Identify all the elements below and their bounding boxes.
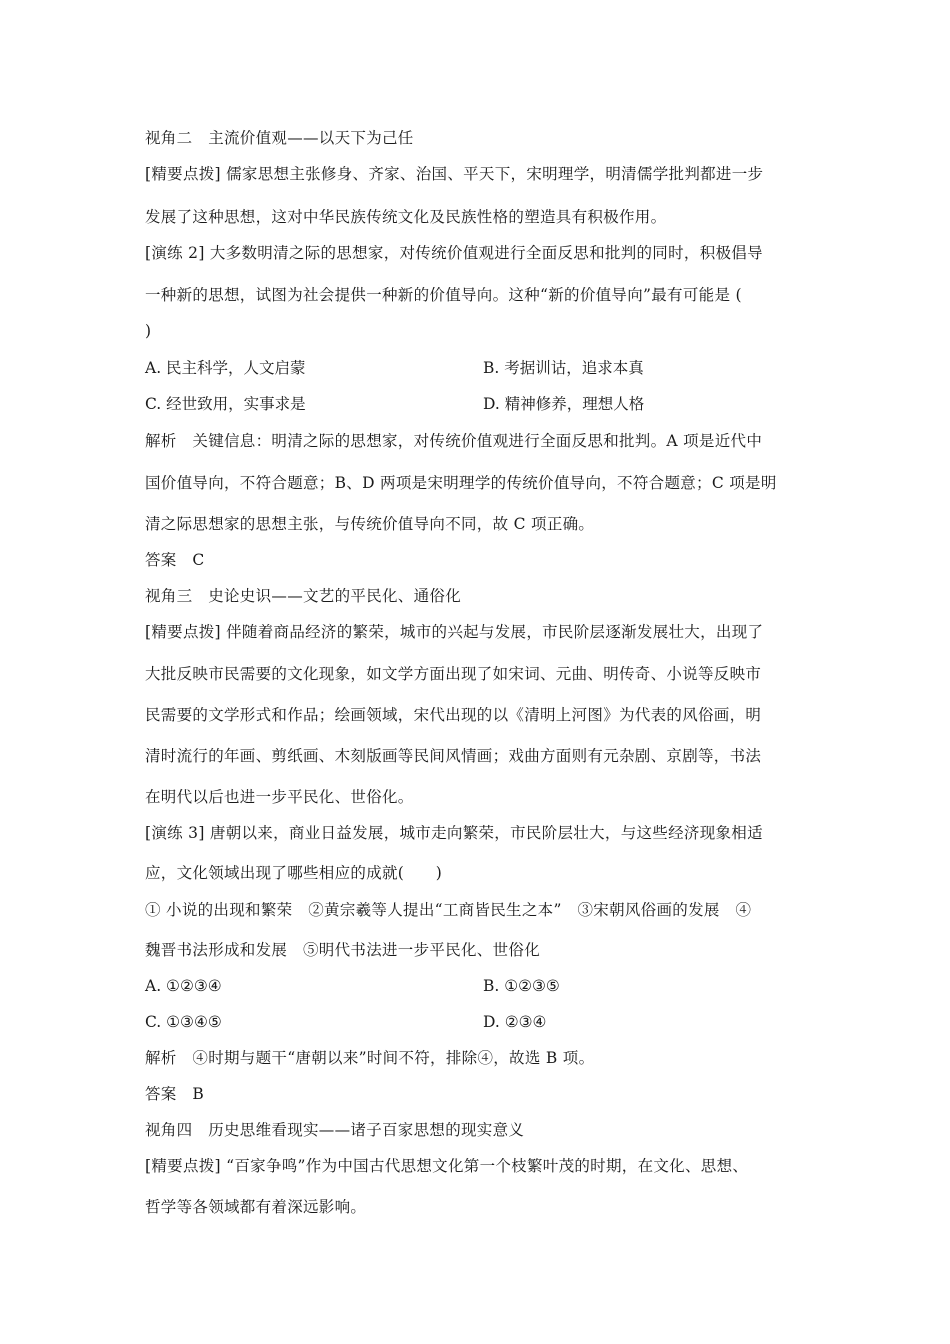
tip-line: 哲学等各领域都有着深远影响。 xyxy=(145,1198,367,1216)
analysis-line: 解析 ④时期与题干“唐朝以来”时间不符，排除④，故选 B 项。 xyxy=(145,1049,595,1067)
option-b: B. ①②③⑤ xyxy=(483,977,560,995)
option-c: C. 经世致用，实事求是 xyxy=(145,395,306,413)
tip-line: 发展了这种思想，这对中华民族传统文化及民族性格的塑造具有积极作用。 xyxy=(145,208,667,226)
analysis-line: 国价值导向，不符合题意；B、D 两项是宋明理学的传统价值导向，不符合题意；C 项是明 xyxy=(145,474,777,492)
tip-line: 大批反映市民需要的文化现象，如文学方面出现了如宋词、元曲、明传奇、小说等反映市 xyxy=(145,665,762,683)
option-c: C. ①③④⑤ xyxy=(145,1013,222,1031)
tip-line: 清时流行的年画、剪纸画、木刻版画等民间风情画；戏曲方面则有元杂剧、京剧等，书法 xyxy=(145,747,762,765)
tip-line: [精要点拨] 伴随着商品经济的繁荣，城市的兴起与发展，市民阶层逐渐发展壮大，出现了 xyxy=(145,623,764,641)
option-a: A. 民主科学，人文启蒙 xyxy=(145,359,306,377)
tip-line: [精要点拨] “百家争鸣”作为中国古代思想文化第一个枝繁叶茂的时期，在文化、思想、 xyxy=(145,1157,749,1175)
option-d: D. ②③④ xyxy=(483,1013,547,1031)
question-line: 一种新的思想，试图为社会提供一种新的价值导向。这种“新的价值导向”最有可能是 ( xyxy=(145,286,742,304)
question-line: [演练 3] 唐朝以来，商业日益发展，城市走向繁荣，市民阶层壮大，与这些经济现象相适 xyxy=(145,824,763,842)
option-d: D. 精神修养，理想人格 xyxy=(483,395,645,413)
question-line: 应，文化领域出现了哪些相应的成就( ) xyxy=(145,864,443,882)
section-title-angle2: 视角二 主流价值观——以天下为己任 xyxy=(145,129,414,147)
option-a: A. ①②③④ xyxy=(145,977,222,995)
analysis-line: 解析 关键信息：明清之际的思想家，对传统价值观进行全面反思和批判。A 项是近代中 xyxy=(145,432,763,450)
items-line: ① 小说的出现和繁荣 ②黄宗羲等人提出“工商皆民生之本” ③宋朝风俗画的发展 ④ xyxy=(145,901,752,919)
option-b: B. 考据训诂，追求本真 xyxy=(483,359,644,377)
tip-line: 在明代以后也进一步平民化、世俗化。 xyxy=(145,788,414,806)
items-line: 魏晋书法形成和发展 ⑤明代书法进一步平民化、世俗化 xyxy=(145,941,541,959)
answer: 答案 B xyxy=(145,1085,205,1103)
question-line: [演练 2] 大多数明清之际的思想家，对传统价值观进行全面反思和批判的同时，积极倡导 xyxy=(145,244,763,262)
tip-line: [精要点拨] 儒家思想主张修身、齐家、治国、平天下，宋明理学，明清儒学批判都进一步 xyxy=(145,165,764,183)
section-title-angle4: 视角四 历史思维看现实——诸子百家思想的现实意义 xyxy=(145,1121,525,1139)
tip-line: 民需要的文学形式和作品；绘画领域，宋代出现的以《清明上河图》为代表的风俗画，明 xyxy=(145,706,762,724)
analysis-line: 清之际思想家的思想主张，与传统价值导向不同，故 C 项正确。 xyxy=(145,515,595,533)
question-line: ) xyxy=(145,322,152,340)
answer: 答案 C xyxy=(145,551,205,569)
section-title-angle3: 视角三 史论史识——文艺的平民化、通俗化 xyxy=(145,587,462,605)
